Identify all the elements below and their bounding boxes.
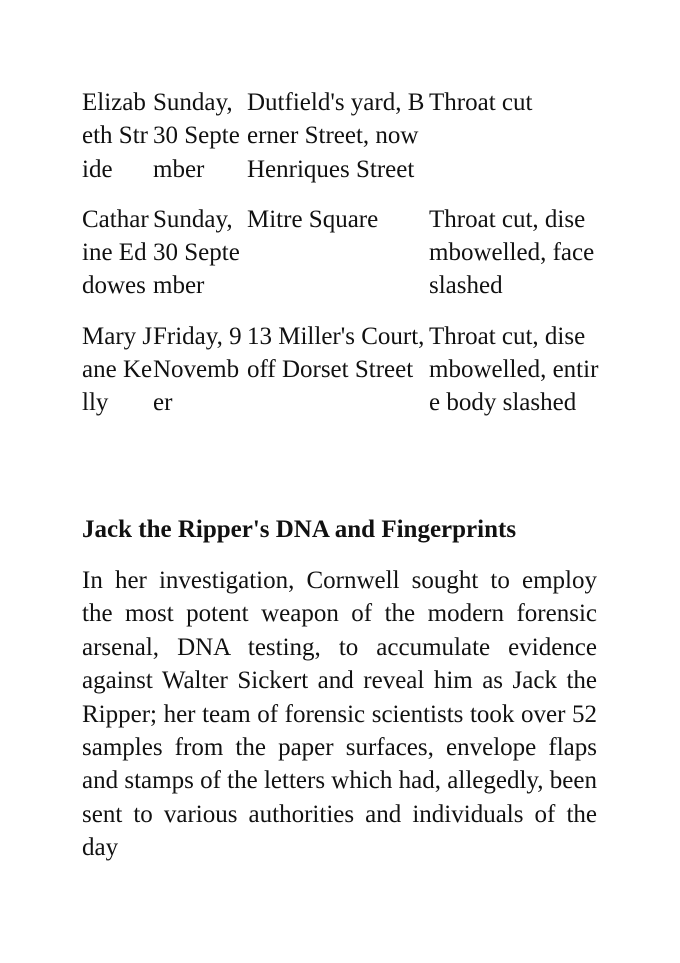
table-row — [82, 86, 602, 203]
location-cell: 13 Miller's Court, off Dorset Street — [247, 322, 425, 384]
victims-table — [82, 86, 602, 420]
body-paragraph: In her investigation, Cornwell sought to employ the most potent weapon of the modern forensic arsenal, DNA testing, to accumulate evidence against Walter Sickert and reveal him as Jack the Ripper; her team of forensic scientists took over 52 samples from the paper surfaces, envelope flaps and stamps of the letters which had, allegedly, been sent to various authorities and individuals of the day — [82, 567, 597, 862]
date-cell: Friday, 9 November — [153, 322, 242, 417]
table-row — [82, 203, 602, 320]
victim-name-cell: Catharine Eddowes — [82, 205, 149, 300]
victim-name-cell: Mary Jane Kelly — [82, 322, 153, 417]
location-cell: Dutfield's yard, Berner Street, now Henriques Street — [247, 89, 425, 183]
wounds-cell: Throat cut, disembowelled, face slashed — [429, 205, 595, 300]
wounds-cell: Throat cut — [429, 89, 533, 116]
victim-name-cell: Elizabeth Stride — [82, 89, 148, 183]
section-heading: Jack the Ripper's DNA and Fingerprints — [82, 516, 517, 543]
date-cell: Sunday, 30 September — [153, 89, 240, 183]
date-cell: Sunday, 30 September — [153, 205, 240, 300]
table-row — [82, 320, 602, 420]
wounds-cell: Throat cut, disembowelled, entire body slashed — [429, 322, 599, 417]
location-cell: Mitre Square — [247, 205, 379, 233]
